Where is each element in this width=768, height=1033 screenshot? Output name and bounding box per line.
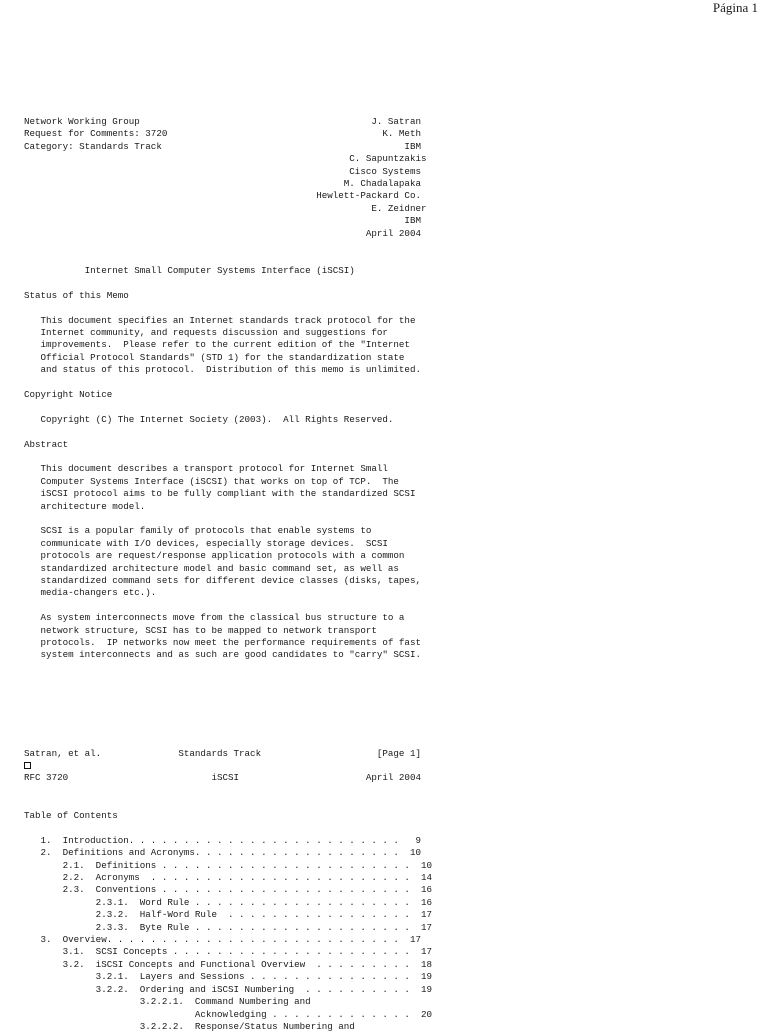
rfc-first-page-text: Network Working Group J. Satran Request for Comments: 3720 K. Meth Category: Standards Track IBM C. Sapuntzakis Cisco Systems M. Chadalapaka Hewlett-Packard Co. E. Zeidner IBM April 2004 Internet Small Computer Systems Interface (iSCSI) Status of this Memo This document specifies an Internet standards track protocol for the Internet community, and requests discussion and suggestions for improvements. Please refer to the current edition of the "Internet Official Protocol Standards" (STD 1) for the standardization state and status of this protocol. Distribution of this memo is unlimited. Copyright Notice Copyright (C) The Internet Society (2003). All Rights Reserved. Abstract This document describes a transport protocol for Internet Small Computer Systems Interface (iSCSI) that works on top of TCP. The iSCSI protocol aims to be fully compliant with the standardized SCSI architecture model. SCSI is a popular family of protocols that enable systems to communicate with I/O devices, especially storage devices. SCSI protocols are request/response application protocols with a common standardized architecture model and basic command set, as well as standardized command sets for different device classes (disks, tapes, media-changers etc.). As system interconnects move from the classical bus structure to a network structure, SCSI has to be mapped to network transport protocols. IP networks now meet the performance requirements of fast system interconnects and as such are good candidates to "carry" SCSI. <box>24 116 427 661</box>
page-footer: Satran, et al. Standards Track [Page 1] <box>24 748 421 759</box>
table-of-contents: Table of Contents 1. Introduction. . . . . . . . . . . . . . . . . . . . . . . . . 9 2. Definitions and Acronyms. . . . . . . . . . . . . . . . . . . 10 2.1. Definitions . . . . . . . . . . . . . . . . . . . . . . . 10 2.2. Acronyms . . . . . . . . . . . . . . . . . . . . . . . . 14 2.3. Conventions . . . . . . . . . . . . . . . . . . . . . . . 16 2.3.1. Word Rule . . . . . . . . . . . . . . . . . . . . 16 2.3.2. Half-Word Rule . . . . . . . . . . . . . . . . . 17 2.3.3. Byte Rule . . . . . . . . . . . . . . . . . . . . 17 3. Overview. . . . . . . . . . . . . . . . . . . . . . . . . . . 17 3.1. SCSI Concepts . . . . . . . . . . . . . . . . . . . . . . 17 3.2. iSCSI Concepts and Functional Overview . . . . . . . . . 18 3.2.1. Layers and Sessions . . . . . . . . . . . . . . . 19 3.2.2. Ordering and iSCSI Numbering . . . . . . . . . . 19 3.2.2.1. Command Numbering and Acknowledging . . . . . . . . . . . . . 20 3.2.2.2. Response/Status Numbering and <box>24 810 432 1032</box>
page-number-label: Página 1 <box>712 0 758 15</box>
page-break-box-icon <box>24 762 31 769</box>
page-header: RFC 3720 iSCSI April 2004 <box>24 772 421 783</box>
